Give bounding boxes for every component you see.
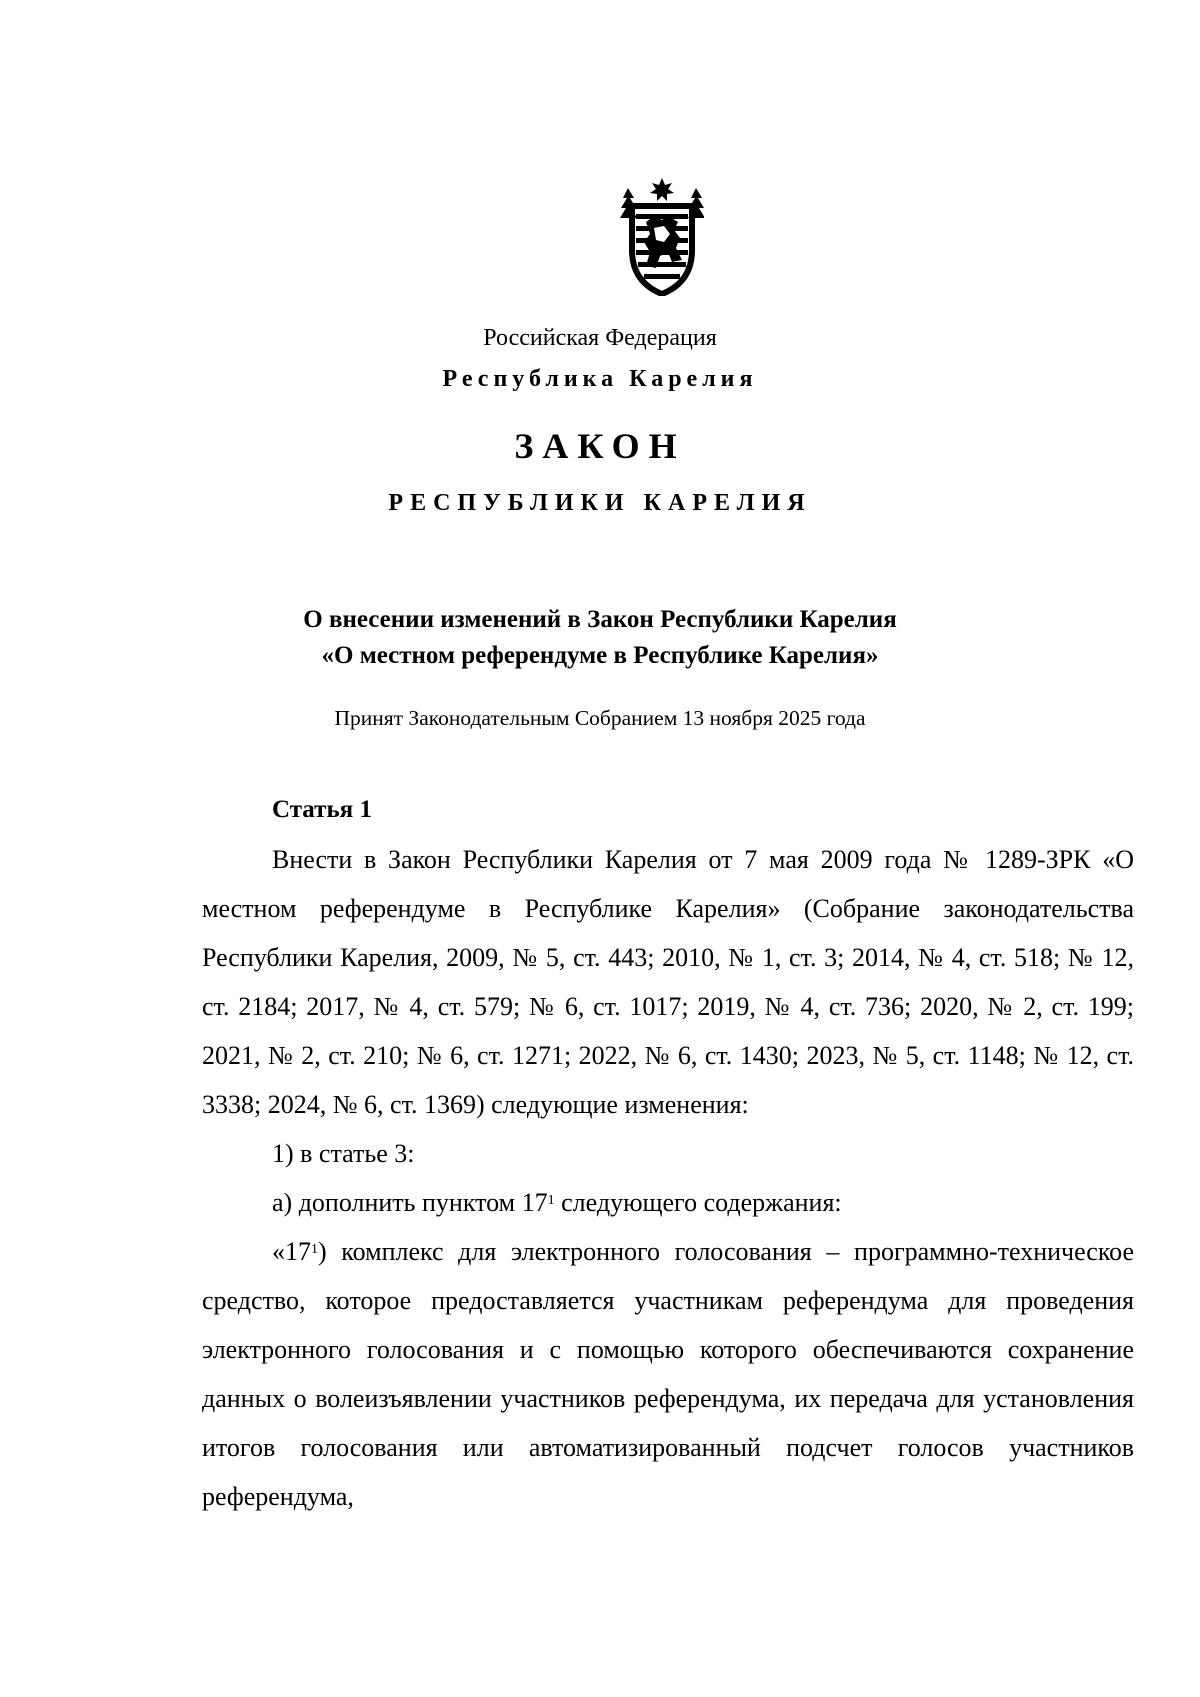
- article-item: 1) в статье 3:: [272, 1139, 415, 1168]
- coat-of-arms-karelia-icon: [620, 178, 704, 296]
- quote-start: «17: [272, 1237, 311, 1266]
- document-type: ЗАКОН: [514, 426, 686, 466]
- article-paragraph: Внести в Закон Республики Карелия от 7 мая 2009 года № 1289-ЗРК «О местном референдуме в Республике Карелия» (Собрание законодательства Республики Карелия, 2009, № 5, ст. 443; 2010, № 1, ст. 3; 2014, № 4, ст. 518; № 12, ст. 2184; 2017, № 4, ст. 579; № 6, ст. 1017; 2019, № 4, ст. 736; 2020, № 2, ст. 199; 2021, № 2, ст. 210; № 6, ст. 1271; 2022, № 6, ст. 1430; 2023, № 5, ст. 1148; № 12, ст. 3338; 2024, № 6, ст. 1369) следующие изменения:: [202, 845, 1134, 1119]
- subitem-text: а) дополнить пунктом 17: [272, 1188, 548, 1217]
- subitem-text-end: следующего содержания:: [554, 1188, 842, 1217]
- quote-text: ) комплекс для электронного голосования – программно-техническое средство, которое предоставляется участникам референдума для проведения электронного голосования и с помощью которого обеспечиваются сохранение данных о волеизъявлении участников референдума, их передача для установления итогов голосования или автоматизированный подсчет голосов участников референдума,: [202, 1237, 1134, 1511]
- article-subitem: [202, 1178, 1134, 1227]
- quoted-definition: [202, 1227, 1134, 1521]
- law-title-line1: О внесении изменений в Закон Республики Карелия: [303, 606, 897, 633]
- superscript: 1: [547, 1193, 555, 1208]
- country-name: Российская Федерация: [483, 325, 717, 351]
- law-title-line2: «О местном референдуме в Республике Карелия»: [321, 642, 879, 669]
- article-body: [202, 835, 1134, 1521]
- document-issuer: РЕСПУБЛИКИ КАРЕЛИЯ: [388, 490, 812, 516]
- superscript: 1: [311, 1242, 318, 1257]
- article-heading: Статья 1: [272, 796, 372, 823]
- adoption-note: Принят Законодательным Собранием 13 ноября 2025 года: [334, 706, 866, 730]
- republic-name: Республика Карелия: [442, 366, 758, 392]
